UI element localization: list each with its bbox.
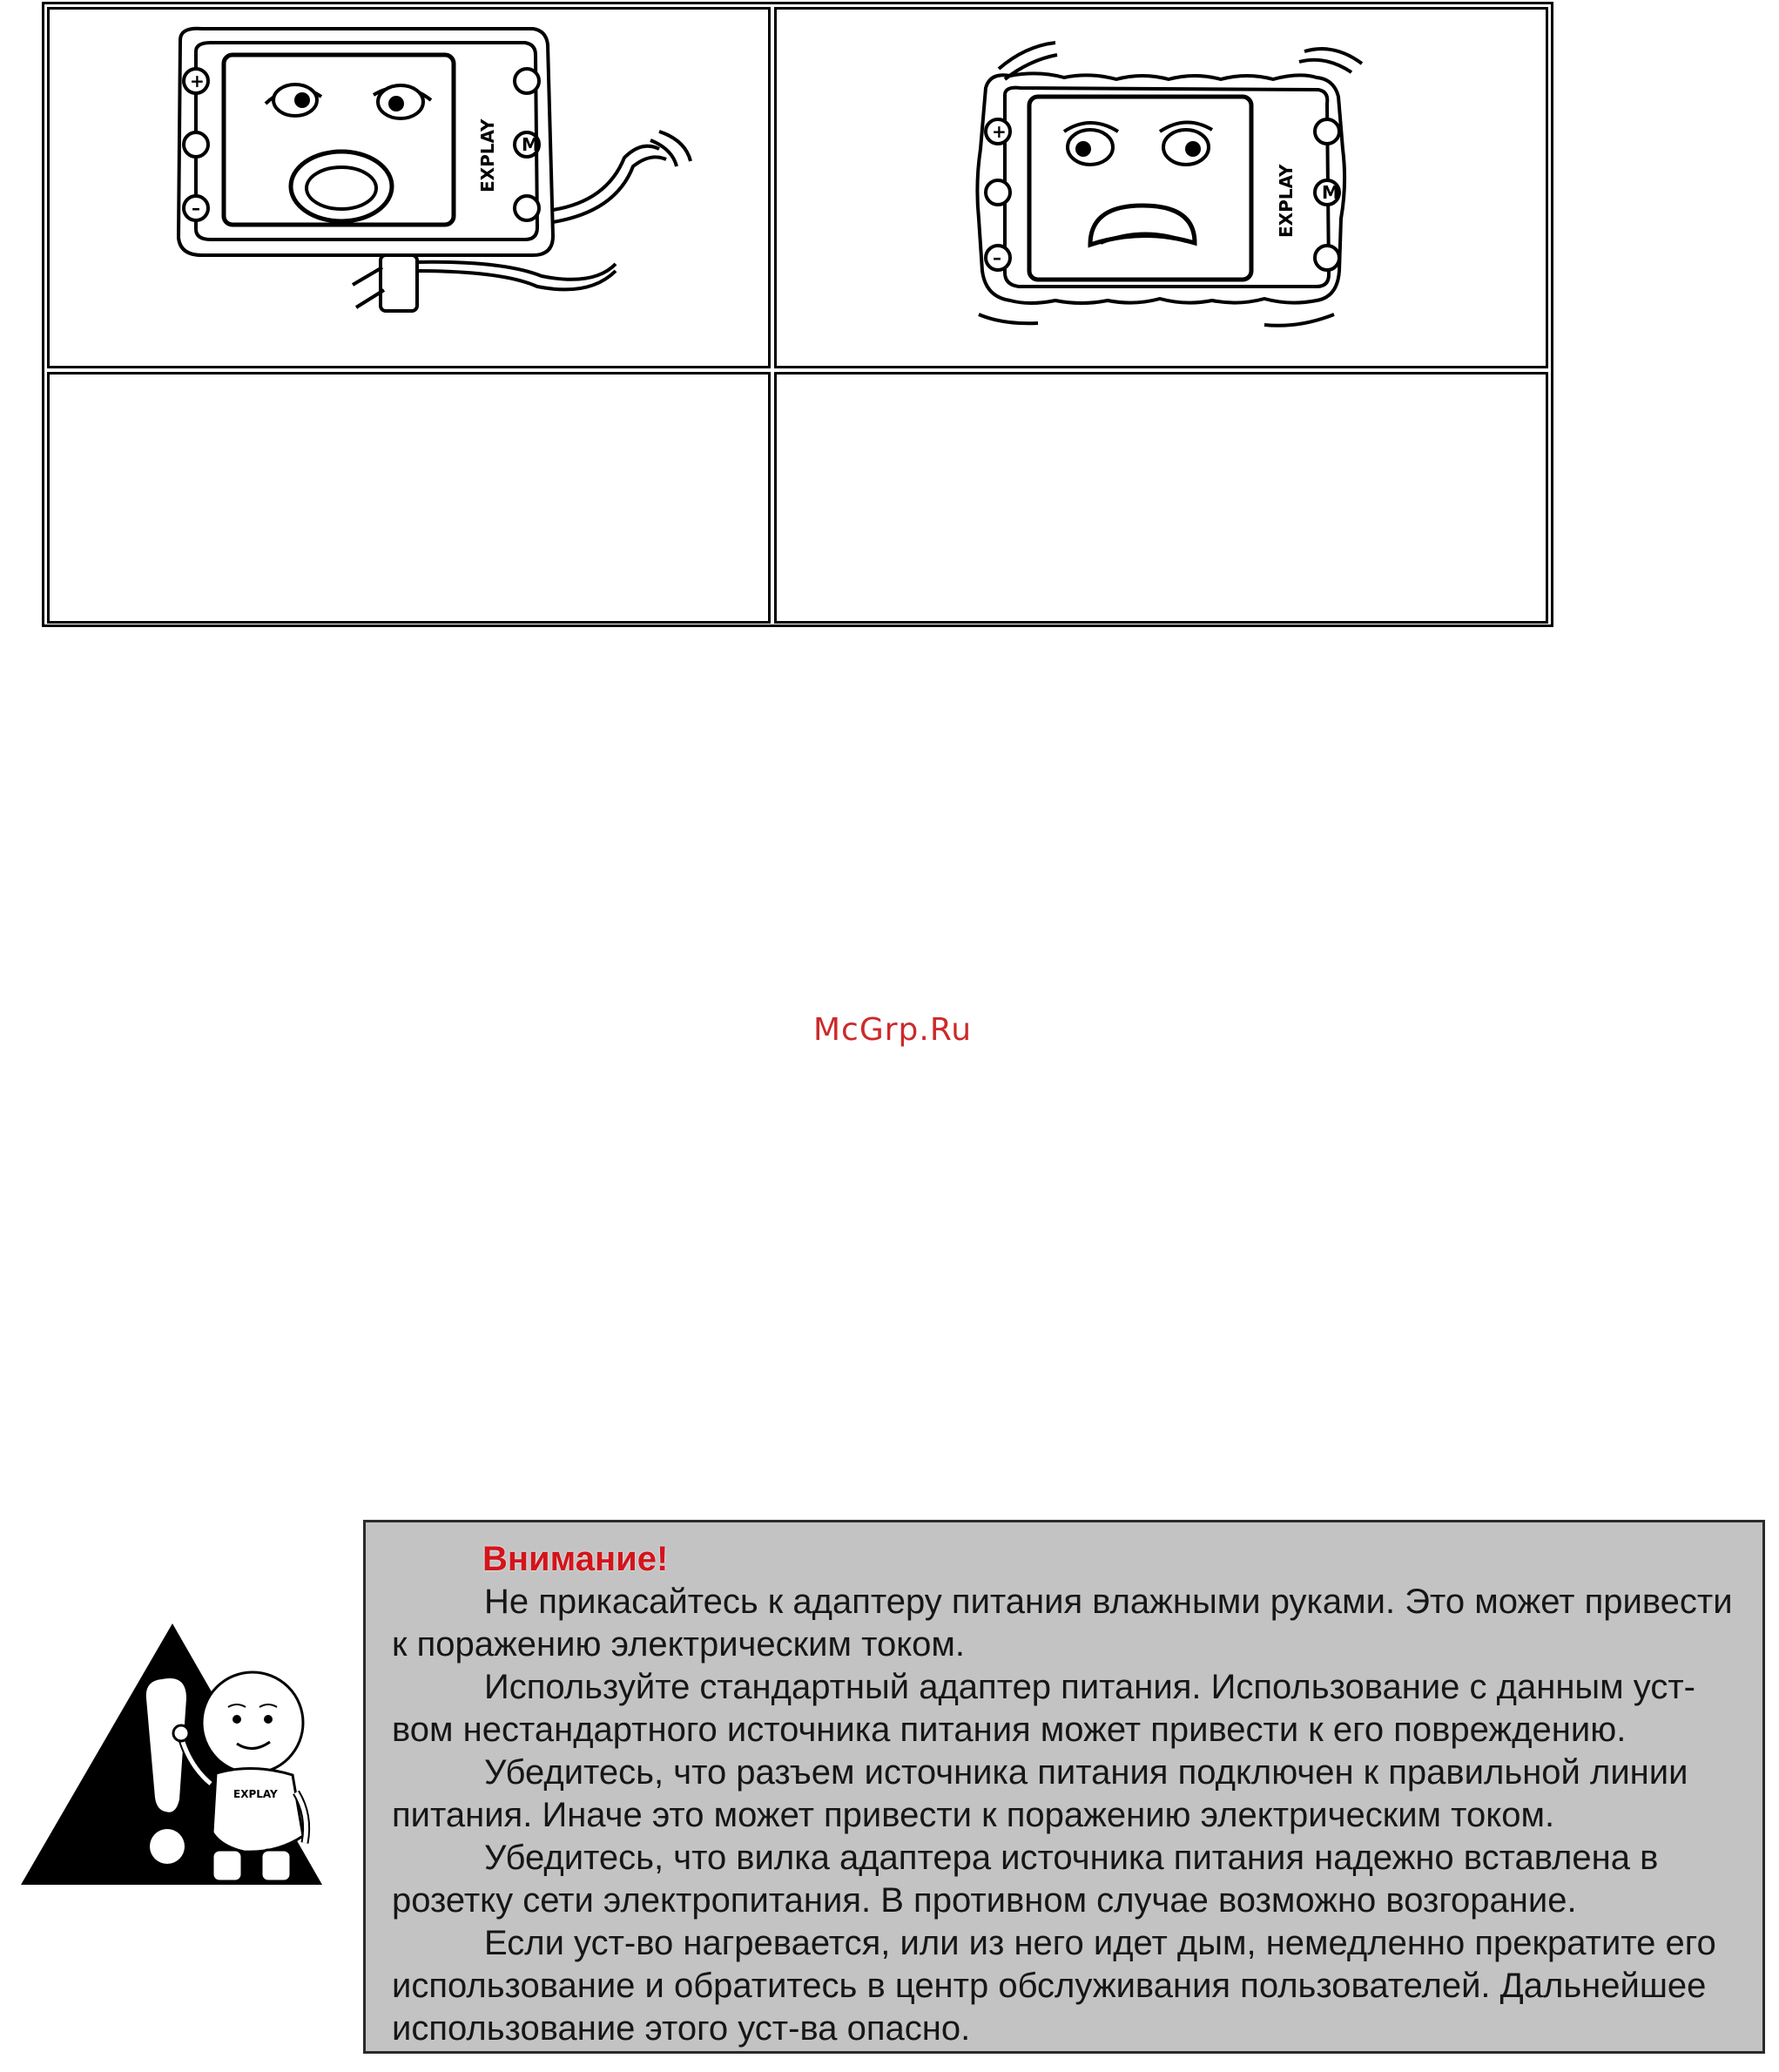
svg-text:+: + [992, 121, 1007, 142]
warning-triangle-icon [16, 1618, 329, 1897]
svg-text:M: M [1322, 182, 1339, 203]
svg-text:–: – [192, 198, 200, 219]
warning-title: Внимание! [482, 1540, 669, 1578]
svg-text:+: + [190, 71, 205, 91]
warning-triangle-mascot [16, 1618, 329, 1901]
warning-box [363, 1520, 1765, 2054]
illustration-table [42, 2, 1553, 627]
device-brand-label: EXPLAY [1276, 164, 1297, 238]
svg-text:–: – [993, 247, 1001, 268]
warning-paragraph: Если уст-во нагревается, или из него идет дым, немедленно прекратите его использование и обратитесь в центр обслуживания пользователей. Дальнейшее использование этого уст-ва опасно. [392, 1924, 1716, 2048]
illustration-cell-unplugged-device [47, 7, 771, 368]
shaking-device-illustration [777, 10, 1551, 371]
warning-paragraph: Не прикасайтесь к адаптеру питания влажными руками. Это может привести к поражению электрическим током. [392, 1583, 1733, 1664]
caption-cell-right [774, 372, 1548, 624]
warning-paragraph: Используйте стандартный адаптер питания. Использование с данным уст-вом нестандартного источника питания может привести к его повреждению. [392, 1668, 1695, 1749]
svg-text:M: M [522, 134, 539, 155]
watermark-text: McGrp.Ru [812, 1012, 973, 1048]
caption-cell-left [47, 372, 771, 624]
warning-paragraph: Убедитесь, что разъем источника питания подключен к правильной линии питания. Иначе это может привести к поражению электрическим током. [392, 1753, 1688, 1834]
device-brand-label: EXPLAY [477, 118, 498, 192]
illustration-cell-shaking-device [774, 7, 1548, 368]
mascot-brand-label: EXPLAY [233, 1788, 278, 1800]
warning-paragraph: Убедитесь, что вилка адаптера источника питания надежно вставлена в розетку сети электропитания. В противном случае возможно возгорание. [392, 1839, 1659, 1920]
device-with-cord-illustration [50, 10, 773, 371]
